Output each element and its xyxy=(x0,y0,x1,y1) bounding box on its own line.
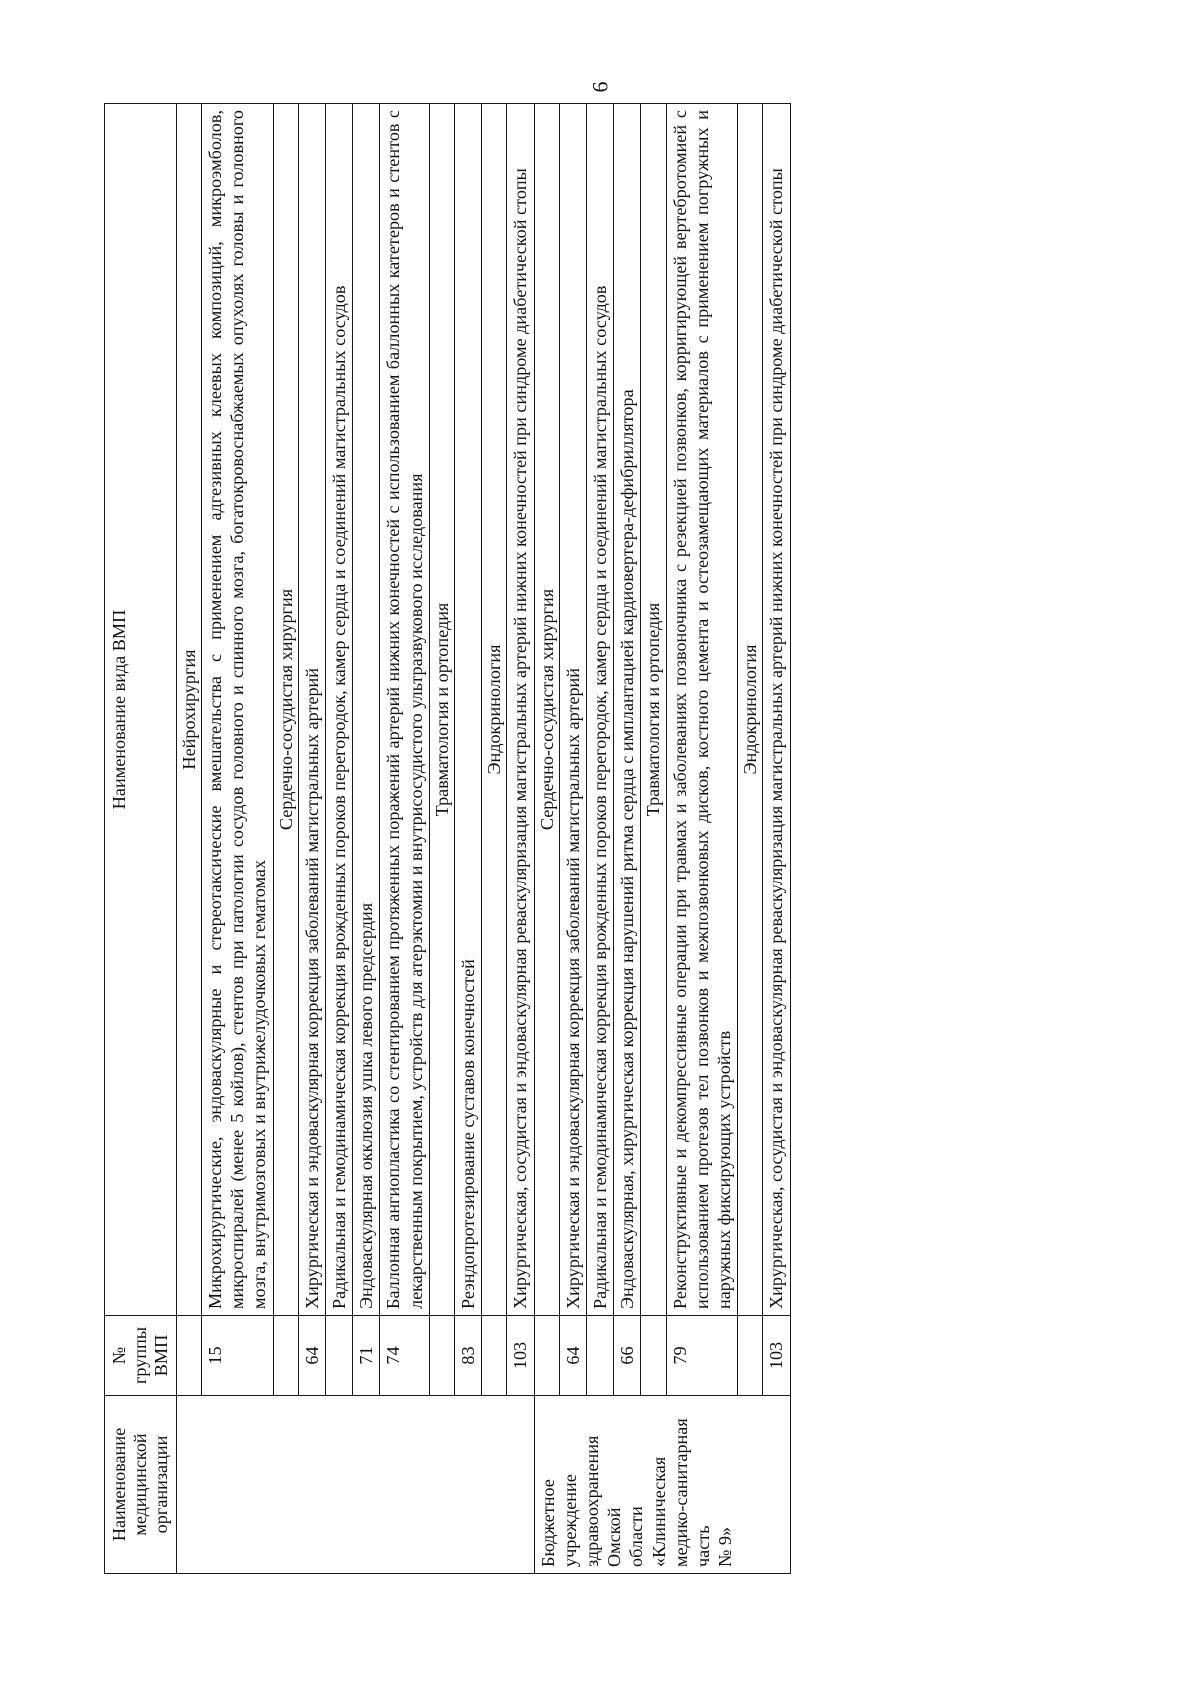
header-org: Наименование медицинской организации xyxy=(105,1396,177,1574)
group-number-cell: 83 xyxy=(455,1316,482,1396)
group-number-cell xyxy=(587,1316,614,1396)
table-header-row xyxy=(105,104,177,1574)
section-title: Эндокринология xyxy=(482,104,507,1316)
group-number-cell xyxy=(482,1316,507,1396)
org-name-line: здравоохранения Омской xyxy=(582,1435,625,1567)
table-row xyxy=(325,104,352,1574)
vmp-table xyxy=(104,103,791,1574)
group-number-cell: 15 xyxy=(201,1316,273,1396)
group-number-cell xyxy=(534,1316,559,1396)
section-title: Эндокринология xyxy=(738,104,763,1316)
table-row xyxy=(507,104,534,1574)
section-title: Травматология и ортопедия xyxy=(641,104,666,1316)
vmp-name-cell: Реконструктивные и декомпрессивные операции при травмах и заболеваниях позвоночника с резекцией позвонков, корригирующей вертебротомией с использованием протезов тел позвонков и межпозвонковых дисков, костного цемента и остеозамещающих материалов с применением погружных и наружных фиксирующих устройств xyxy=(666,104,738,1316)
group-number-cell: 71 xyxy=(353,1316,380,1396)
section-row xyxy=(534,104,559,1574)
table-row xyxy=(353,104,380,1574)
table-row xyxy=(559,104,586,1574)
vmp-name-cell: Эндоваскулярная, хирургическая коррекция нарушений ритма сердца с имплантацией кардиовертера-дефибриллятора xyxy=(614,104,641,1316)
table-row xyxy=(298,104,325,1574)
section-row xyxy=(273,104,298,1574)
section-title: Сердечно-сосудистая хирургия xyxy=(273,104,298,1316)
table-row xyxy=(455,104,482,1574)
section-title: Сердечно-сосудистая хирургия xyxy=(534,104,559,1316)
table-row xyxy=(201,104,273,1574)
vmp-name-cell: Хирургическая и эндоваскулярная коррекция заболеваний магистральных артерий xyxy=(559,104,586,1316)
org-name-line: № 9» xyxy=(715,1526,736,1567)
org-name-line: медико-санитарная часть xyxy=(670,1418,714,1567)
page-number xyxy=(0,76,1200,98)
group-number-cell xyxy=(429,1316,454,1396)
section-title: Травматология и ортопедия xyxy=(429,104,454,1316)
group-number-cell xyxy=(176,1316,201,1396)
section-row xyxy=(176,104,201,1574)
group-number-cell: 66 xyxy=(614,1316,641,1396)
table-row xyxy=(380,104,429,1574)
page-number-text: 6 xyxy=(587,81,612,93)
table-row xyxy=(763,104,790,1574)
section-row xyxy=(641,104,666,1574)
vmp-name-cell: Хирургическая и эндоваскулярная коррекция заболеваний магистральных артерий xyxy=(298,104,325,1316)
group-number-cell xyxy=(273,1316,298,1396)
header-name: Наименование вида ВМП xyxy=(105,104,177,1316)
section-row xyxy=(429,104,454,1574)
rotated-table-sheet xyxy=(104,104,1082,1574)
vmp-name-cell: Радикальная и гемодинамическая коррекция врожденных пороков перегородок, камер сердца и соединений магистральных сосудов xyxy=(587,104,614,1316)
group-number-cell: 79 xyxy=(666,1316,738,1396)
section-title: Нейрохирургия xyxy=(176,104,201,1316)
vmp-name-cell: Хирургическая, сосудистая и эндоваскулярная реваскуляризация магистральных артерий нижних конечностей при синдроме диабетической стопы xyxy=(763,104,790,1316)
org-name-line: области «Клиническая xyxy=(626,1456,669,1567)
section-row xyxy=(482,104,507,1574)
header-group: № группы ВМП xyxy=(105,1316,177,1396)
org-name-cell xyxy=(176,1396,534,1574)
group-number-cell xyxy=(641,1316,666,1396)
vmp-name-cell: Микрохирургические, эндоваскулярные и стереотаксические вмешательства с применением адгезивных клеевых композиций, микроэмболов, микроспиралей (менее 5 койлов), стентов при патологии сосудов головного и спинного мозга, богатокровоснабжаемых опухолях головы и головного мозга, внутримозговых и внутрижелудочковых гематомах xyxy=(201,104,273,1316)
vmp-name-cell: Хирургическая, сосудистая и эндоваскулярная реваскуляризация магистральных артерий нижних конечностей при синдроме диабетической стопы xyxy=(507,104,534,1316)
vmp-name-cell: Реэндопротезирование суставов конечностей xyxy=(455,104,482,1316)
section-row xyxy=(738,104,763,1574)
table-row xyxy=(587,104,614,1574)
vmp-name-cell: Радикальная и гемодинамическая коррекция врожденных пороков перегородок, камер сердца и соединений магистральных сосудов xyxy=(325,104,352,1316)
group-number-cell: 64 xyxy=(559,1316,586,1396)
group-number-cell: 74 xyxy=(380,1316,429,1396)
table-row xyxy=(614,104,641,1574)
vmp-name-cell: Баллонная ангиопластика со стентированием протяженных поражений артерий нижних конечностей с использованием баллонных катетеров и стентов с лекарственным покрытием, устройств для атерэктомии и внутрисосудистого ультразвукового исследования xyxy=(380,104,429,1316)
table-body xyxy=(176,104,790,1574)
group-number-cell xyxy=(738,1316,763,1396)
group-number-cell: 103 xyxy=(507,1316,534,1396)
group-number-cell: 103 xyxy=(763,1316,790,1396)
table-row xyxy=(666,104,738,1574)
org-name-line: Бюджетное учреждение xyxy=(537,1474,580,1567)
group-number-cell xyxy=(325,1316,352,1396)
group-number-cell: 64 xyxy=(298,1316,325,1396)
vmp-name-cell: Эндоваскулярная окклюзия ушка левого предсердия xyxy=(353,104,380,1316)
org-name-cell xyxy=(534,1396,790,1574)
